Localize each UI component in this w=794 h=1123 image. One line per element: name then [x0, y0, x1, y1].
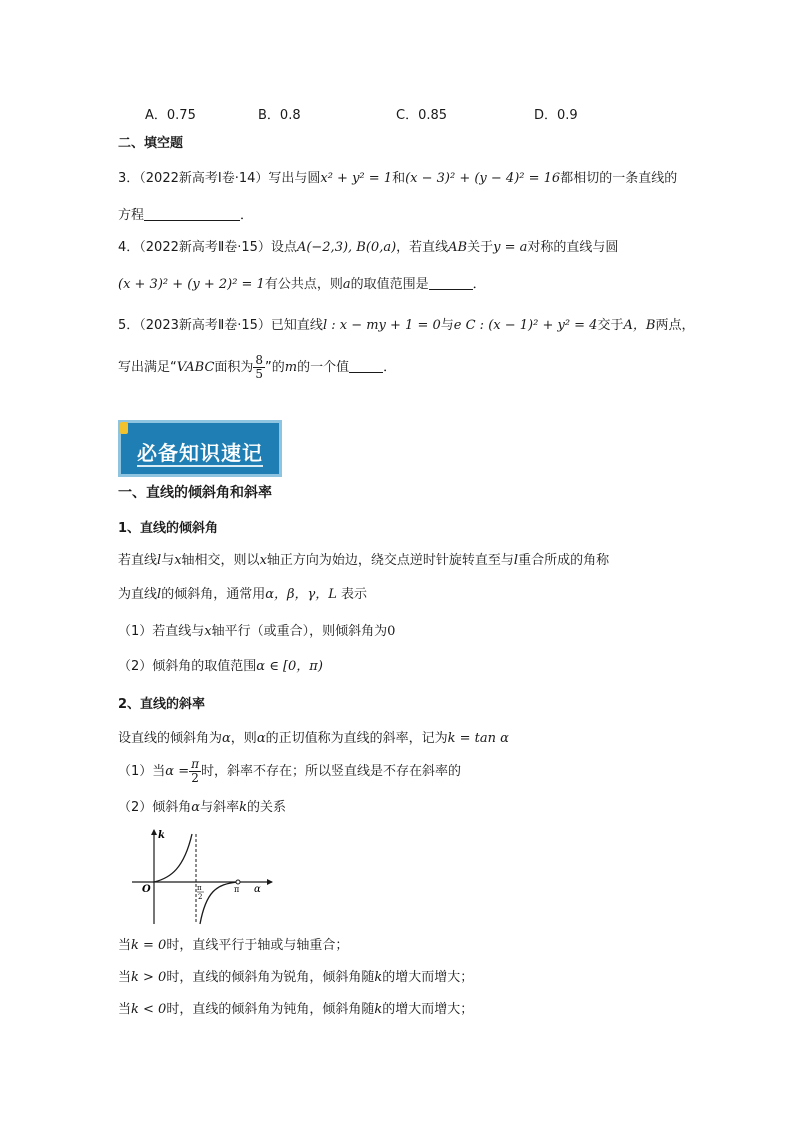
paragraph-relation — [118, 800, 286, 816]
conclusion-k-positive — [118, 970, 473, 986]
section-title-fill-blank: 二、填空题 — [118, 136, 184, 151]
q4-ab: AB — [448, 240, 468, 255]
option-c: C．0.85 — [396, 108, 448, 123]
p3-text: （2）倾斜角的取值范围 — [118, 659, 257, 674]
c2-k: k > 0 — [131, 970, 167, 985]
p5-frac-num: π — [191, 757, 199, 771]
p2-text: （1）若直线与 — [118, 624, 205, 639]
paragraph-parallel-case — [118, 624, 395, 640]
p6-text: （2）倾斜角 — [118, 800, 192, 815]
q5-mid: 与 — [440, 318, 454, 333]
p1-l2: l — [513, 553, 519, 568]
q5-pts: A，B — [623, 318, 656, 333]
q4-suffix: 对称的直线与圆 — [527, 240, 619, 255]
p1-line2a: 为直线 — [118, 587, 158, 602]
q4-answer-blank — [429, 276, 473, 290]
q4-ya: y = a — [493, 240, 528, 255]
p5-text2: 时，斜率不存在；所以竖直线是不存在斜率的 — [200, 764, 461, 779]
p1-x2: x — [259, 553, 267, 568]
c2-b: 时，直线的倾斜角为锐角，倾斜角随 — [166, 970, 375, 985]
q5-frac-den: 5 — [255, 367, 264, 381]
q4-a: a — [342, 277, 351, 292]
c2-c: 的增大而增大； — [382, 970, 474, 985]
c3-c: 的增大而增大； — [382, 1002, 474, 1017]
c3-a: 当 — [118, 1002, 132, 1017]
p6-text3: 的关系 — [246, 800, 286, 815]
q4-circle: (x + 3)² + (y + 2)² = 1 — [118, 277, 265, 292]
question-5 — [118, 318, 694, 334]
p5-alpha: α = — [165, 764, 190, 779]
q5-frac-num: 8 — [255, 353, 264, 367]
question-3-line2 — [118, 207, 253, 224]
c2-a: 当 — [118, 970, 132, 985]
q4-line2-mid: 有公共点，则 — [264, 277, 343, 292]
q5-line2-mid: 面积为 — [214, 360, 254, 375]
banner-tab-decoration — [120, 422, 128, 434]
p4-text2: ，则 — [230, 731, 257, 746]
p1-e: 重合所成的角称 — [518, 553, 610, 568]
p5-frac-den: 2 — [191, 771, 199, 785]
q4-points: A(−2,3), B(0,a) — [296, 240, 397, 255]
c1-b: 时，直线平行于轴或与轴重合； — [166, 938, 349, 953]
half-pi-num: π — [197, 884, 202, 892]
pi-point — [236, 880, 240, 884]
q4-prefix: 4．（2022新高考Ⅱ卷·15）设点 — [118, 240, 297, 255]
q5-m: m — [284, 360, 298, 375]
conclusion-k-negative — [118, 1002, 473, 1018]
p4-text3: 的正切值称为直线的斜率，记为 — [265, 731, 448, 746]
c3-b: 时，直线的倾斜角为钝角，倾斜角随 — [166, 1002, 375, 1017]
q3-line2: 方程 — [118, 208, 145, 223]
banner-underline — [137, 465, 263, 467]
q3-eq2: (x − 3)² + (y − 4)² = 16 — [405, 171, 561, 186]
tan-curve-right — [200, 882, 238, 924]
tan-curve-left — [154, 834, 192, 882]
p2-text2: 轴平行（或重合），则倾斜角为 — [211, 624, 388, 639]
q5-line2-prefix: 写出满足“ — [118, 360, 177, 375]
option-d: D．0.9 — [534, 108, 578, 123]
p6-k: k — [239, 800, 247, 815]
q4-end: ． — [472, 277, 486, 292]
q5-circle: e C : (x − 1)² + y² = 4 — [453, 318, 598, 333]
paragraph-inclination-def — [118, 553, 609, 569]
q4-mid2: 关于 — [467, 240, 494, 255]
alpha-axis-label: α — [254, 884, 261, 895]
q5-suffix: 交于 — [597, 318, 624, 333]
q4-line2-end: 的取值范围是 — [350, 277, 429, 292]
paragraph-vertical-case — [118, 758, 461, 786]
question-4 — [118, 240, 618, 256]
question-4-line2 — [118, 276, 486, 293]
q5-line2-end: 的一个值 — [297, 360, 350, 375]
p1-d: 轴正方向为始边，绕交点逆时针旋转直至与 — [266, 553, 514, 568]
paragraph-range — [118, 659, 323, 675]
c3-k2: k — [374, 1002, 383, 1017]
p6-alpha: α — [191, 800, 201, 815]
p4-k: k = tan α — [447, 731, 509, 746]
q5-suffix2: 两点， — [655, 318, 695, 333]
p1-a: 若直线 — [118, 553, 158, 568]
p1-greek: α，β，γ，L — [265, 587, 337, 602]
p1-b: 与 — [161, 553, 175, 568]
q3-end: ． — [240, 208, 254, 223]
option-b: B．0.8 — [258, 108, 301, 123]
q5-fraction — [253, 354, 265, 381]
knowledge-banner — [118, 420, 282, 477]
conclusion-k-zero — [118, 938, 348, 954]
q5-line2-mid2: ”的 — [265, 360, 285, 375]
p4-text: 设直线的倾斜角为 — [118, 731, 223, 746]
k-axis-label: k — [158, 830, 165, 841]
p1-line2c: 表示 — [341, 587, 368, 602]
c1-a: 当 — [118, 938, 132, 953]
origin-label: O — [142, 884, 151, 895]
pi-tick-label: π — [234, 885, 240, 894]
p1-l3: l — [157, 587, 162, 602]
p2-x: x — [204, 624, 212, 639]
p4-alpha2: α — [256, 731, 266, 746]
c2-k2: k — [374, 970, 383, 985]
p1-x: x — [174, 553, 182, 568]
half-pi-den: 2 — [198, 893, 203, 901]
banner-title: 必备知识速记 — [137, 441, 263, 465]
heading-slope: 2、直线的斜率 — [118, 697, 206, 712]
q3-prefix: 3．（2022新高考Ⅰ卷·14）写出与圆 — [118, 171, 321, 186]
c1-k: k = 0 — [131, 938, 167, 953]
q3-eq1: x² + y² = 1 — [320, 171, 393, 186]
q5-prefix: 5．（2023新高考Ⅱ卷·15）已知直线 — [118, 318, 323, 333]
q4-mid1: ，若直线 — [396, 240, 449, 255]
p3-range: α ∈ [0，π) — [256, 659, 323, 674]
q5-end: ． — [383, 360, 397, 375]
question-3 — [118, 171, 677, 187]
p6-text2: 与斜率 — [200, 800, 240, 815]
p5-text: （1）当 — [118, 764, 166, 779]
heading-inclination-angle: 1、直线的倾斜角 — [118, 521, 219, 536]
q5-answer-blank — [349, 359, 383, 373]
p4-alpha: α — [222, 731, 231, 746]
c3-k: k < 0 — [131, 1002, 167, 1017]
option-a: A．0.75 — [145, 108, 196, 123]
heading-inclination-slope: 一、直线的倾斜角和斜率 — [118, 485, 272, 501]
q5-line-eq: l : x − my + 1 = 0 — [322, 318, 441, 333]
paragraph-inclination-def-line2 — [118, 587, 367, 603]
q5-triangle: VABC — [176, 360, 215, 375]
p5-fraction — [189, 758, 201, 785]
q3-answer-blank — [144, 207, 240, 221]
p1-line2b: 的倾斜角，通常用 — [161, 587, 266, 602]
q3-mid: 和 — [392, 171, 406, 186]
p1-l: l — [157, 553, 162, 568]
q3-suffix: 都相切的一条直线的 — [560, 171, 678, 186]
question-5-line2 — [118, 354, 396, 382]
p2-zero: 0 — [387, 624, 396, 639]
paragraph-slope-def — [118, 731, 509, 747]
p1-c: 轴相交，则以 — [181, 553, 260, 568]
tan-graph — [126, 826, 276, 926]
